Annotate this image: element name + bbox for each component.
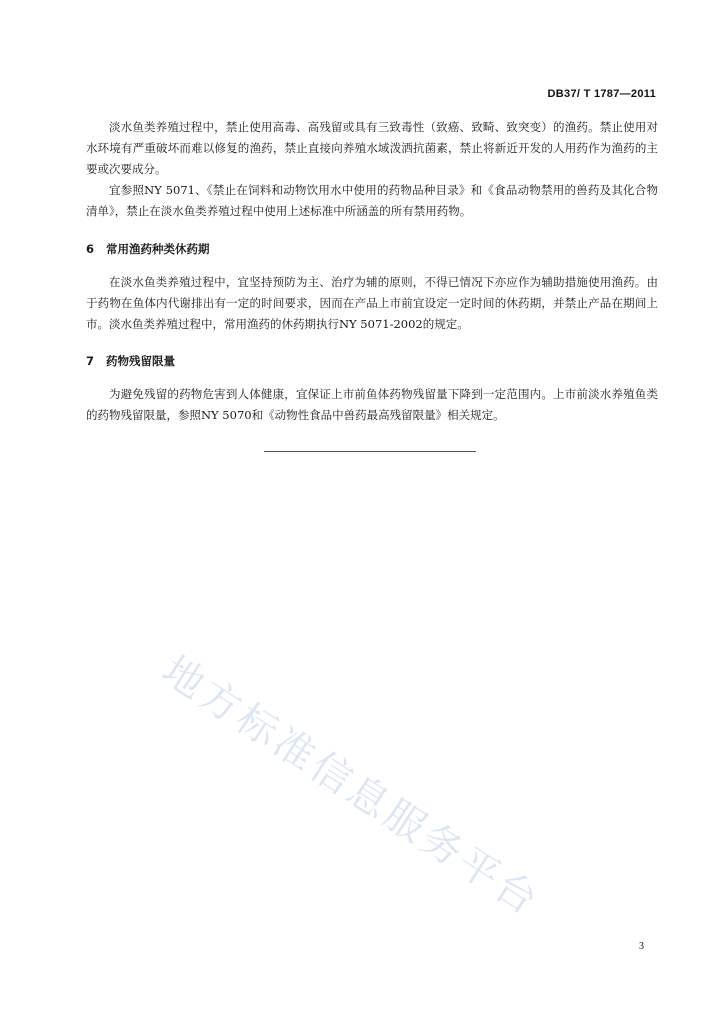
document-body xyxy=(86,117,658,426)
page-number: 3 xyxy=(639,941,644,952)
section-7-title: 药物残留限量 xyxy=(106,354,175,368)
watermark-text: 地方标准信息服务平台 xyxy=(154,647,549,926)
paragraph-reference-lists: 宜参照NY 5071、《禁止在饲料和动物饮用水中使用的药物品种目录》和《食品动物禁用的兽药及其化合物清单》，禁止在淡水鱼类养殖过程中使用上述标准中所涵盖的所有禁用药物。 xyxy=(86,183,658,218)
section-7-heading xyxy=(86,351,658,372)
section-6-paragraph: 在淡水鱼类养殖过程中，宜坚持预防为主、治疗为辅的原则，不得已情况下亦应作为辅助措施使用渔药。由于药物在鱼体内代谢排出有一定的时间要求，因而在产品上市前宜设定一定时间的休药期，并禁止产品在期间上市。淡水鱼类养殖过程中，常用渔药的休药期执行NY 5071-2002的规定。 xyxy=(86,275,658,331)
standard-code: DB37/ T 1787—2011 xyxy=(547,88,656,100)
paragraph-prohibited-drugs: 淡水鱼类养殖过程中，禁止使用高毒、高残留或具有三致毒性（致癌、致畸、致突变）的渔药。禁止使用对水环境有严重破坏而难以修复的渔药，禁止直接向养殖水域泼洒抗菌素，禁止将新近开发的人用药作为渔药的主要或次要成分。 xyxy=(86,120,658,176)
section-7-paragraph: 为避免残留的药物危害到人体健康，宜保证上市前鱼体药物残留量下降到一定范围内。上市前淡水养殖鱼类的药物残留限量，参照NY 5070和《动物性食品中兽药最高残留限量》相关规定。 xyxy=(86,387,658,422)
section-6-title: 常用渔药种类休药期 xyxy=(106,242,210,256)
section-7-number: 7 xyxy=(86,354,95,368)
section-6-number: 6 xyxy=(86,242,95,256)
end-of-text-rule xyxy=(264,451,476,452)
section-6-heading xyxy=(86,239,658,260)
